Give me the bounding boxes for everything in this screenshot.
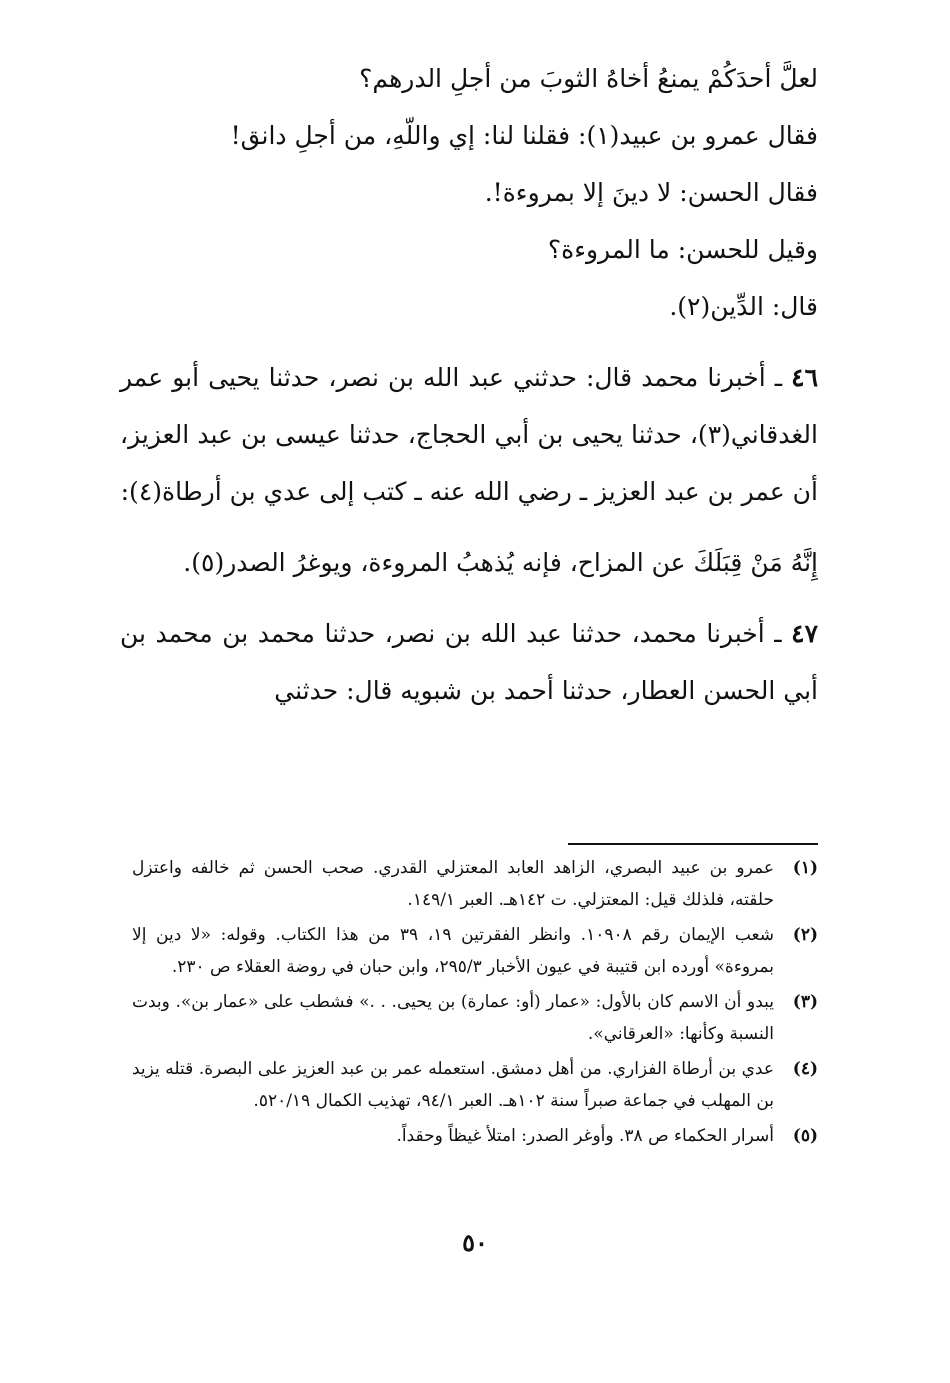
entry-text: ـ أخبرنا محمد قال: حدثني عبد الله بن نصر، حدثنا يحيى أبو عمر الغدقاني(٣)، حدثنا يحيى بن أبي الحجاج، حدثنا عيسى بن عبد العزيز، أن عمر بن عبد العزيز ـ رضي الله عنه ـ كتب إلى عدي بن أرطاة(٤): [120,363,818,506]
entry-46-quote: إِنَّهُ مَنْ قِبَلَكَ عن المزاح، فإنه يُذهبُ المروءة، ويوغرُ الصدر(٥). [183,548,818,577]
footnote-mark: (٢) [792,925,818,945]
footnote-mark: (٣) [792,992,818,1012]
entry-text: ـ أخبرنا محمد، حدثنا عبد الله بن نصر، حدثنا محمد بن محمد بن أبي الحسن العطار، حدثنا أحمد بن شبويه قال: حدثني [120,619,818,705]
paragraph: وقيل للحسن: ما المروءة؟ [547,235,818,264]
footnote-text: عمرو بن عبيد البصري، الزاهد العابد المعتزلي القدري. صحب الحسن ثم خالفه واعتزل حلقته، فلذلك قيل: المعتزلي. ت ١٤٢هـ. العبر ١٤٩/١. [132,858,774,910]
page-number: ٥٠ [462,1228,488,1257]
main-text [120,50,818,719]
footnote-divider [568,843,818,845]
footnote-mark: (٤) [792,1059,818,1079]
paragraph: لعلَّ أحدَكُمْ يمنعُ أخاهُ الثوبَ من أجلِ الدرهم؟ [359,64,818,93]
footnote [132,986,818,1050]
paragraph: فقال عمرو بن عبيد(١): فقلنا لنا: إي واللّهِ، من أجلِ دانق! [230,121,818,150]
entry-47 [120,605,818,719]
footnote [132,1053,818,1117]
footnote [132,852,818,916]
entry-number: ٤٧ [791,619,818,648]
entry-number: ٤٦ [791,363,818,392]
footnote-text: شعب الإيمان رقم ١٠٩٠٨. وانظر الفقرتين ١٩، ٣٩ من هذا الكتاب. وقوله: «لا دين إلا بمروءة» أورده ابن قتيبة في عيون الأخبار ٢٩٥/٣، وابن حبان في روضة العقلاء ص ٢٣٠. [132,925,774,977]
entry-46 [120,349,818,520]
footnote-text: أسرار الحكماء ص ٣٨. وأوغر الصدر: امتلأ غيظاً وحقداً. [396,1126,774,1146]
footnotes [132,852,818,1155]
footnote-text: يبدو أن الاسم كان بالأول: «عمار (أو: عمارة) بن يحيى. . .» فشطب على «عمار بن». وبدت النسبة وكأنها: «العرقاني». [132,992,774,1044]
paragraph: قال: الدِّين(٢). [669,292,818,321]
footnote [132,919,818,983]
footnote [132,1120,818,1152]
footnote-text: عدي بن أرطاة الفزاري. من أهل دمشق. استعمله عمر بن عبد العزيز على البصرة. قتله يزيد بن المهلب في جماعة صبراً سنة ١٠٢هـ. العبر ٩٤/١، تهذيب الكمال ٥٢٠/١٩. [132,1059,774,1111]
footnote-mark: (٥) [792,1126,818,1146]
footnote-mark: (١) [792,858,818,878]
paragraph: فقال الحسن: لا دينَ إلا بمروءة!. [484,178,818,207]
